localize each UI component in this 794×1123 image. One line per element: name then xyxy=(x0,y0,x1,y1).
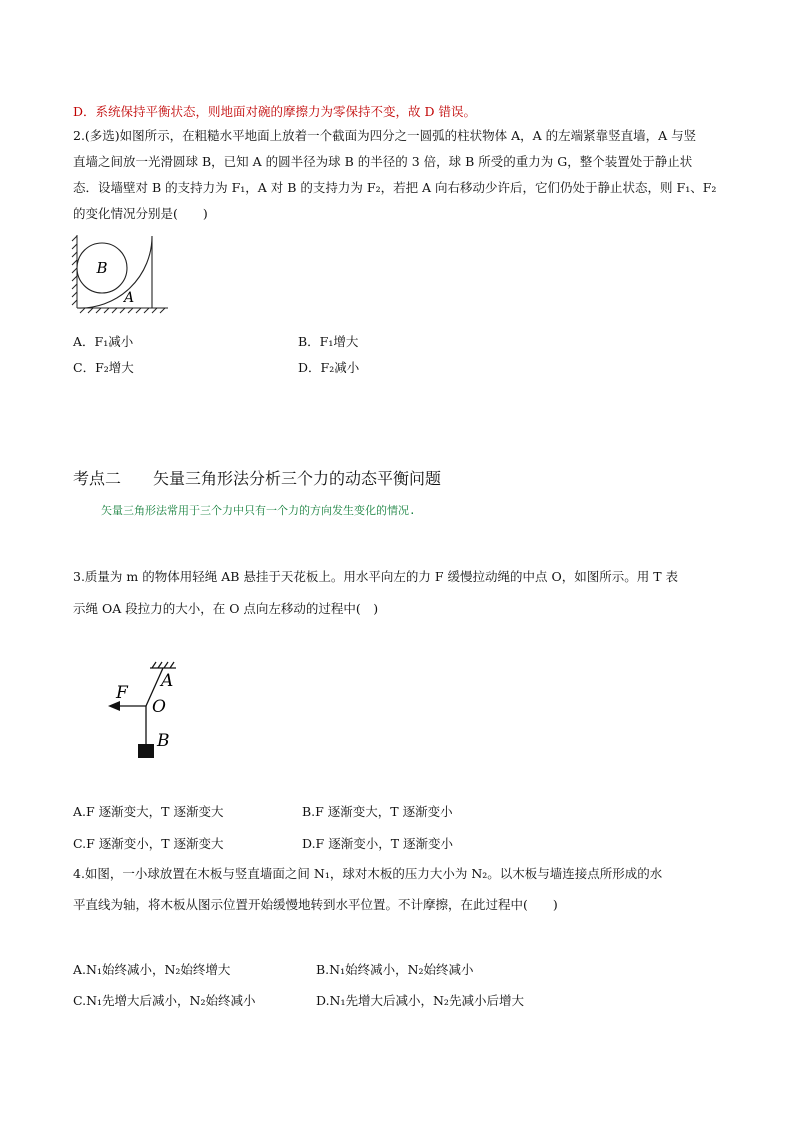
q2-line-2: 直墙之间放一光滑圆球 B，已知 A 的圆半径为球 B 的半径的 3 倍，球 B 所受的重力为 G，整个装置处于静止状 xyxy=(73,154,693,169)
q4-line-2: 平直线为轴，将木板从图示位置开始缓慢地转到水平位置。不计摩擦，在此过程中( ) xyxy=(73,897,558,912)
q4-option-c[interactable]: C.N₁先增大后减小，N₂始终减小 xyxy=(73,993,256,1008)
q2-line-4: 的变化情况分别是( ) xyxy=(73,206,208,221)
q3-point-b-label: B xyxy=(157,731,170,751)
q4-line-1: 4.如图，一小球放置在木板与竖直墙面之间 N₁，球对木板的压力大小为 N₂。以木板与墙连接点所形成的水 xyxy=(73,866,663,881)
q2-option-a[interactable]: A．F₁减小 xyxy=(73,334,134,349)
q3-figure xyxy=(104,658,194,760)
q3-point-a-label: A xyxy=(161,671,174,691)
q2-line-1: 2.(多选)如图所示，在粗糙水平地面上放着一个截面为四分之一圆弧的柱状物体 A，A 的左端紧靠竖直墙，A 与竖 xyxy=(73,128,697,143)
q4-option-a[interactable]: A.N₁始终减小，N₂始终增大 xyxy=(73,962,231,977)
section-title: 考点二 矢量三角形法分析三个力的动态平衡问题 xyxy=(73,469,442,488)
q3-point-o-label: O xyxy=(152,697,166,717)
q3-option-d[interactable]: D.F 逐渐变小，T 逐渐变小 xyxy=(302,836,454,851)
q2-block-label: A xyxy=(123,290,135,306)
q3-line-1: 3.质量为 m 的物体用轻绳 AB 悬挂于天花板上。用水平向左的力 F 缓慢拉动绳的中点 O，如图所示。用 T 表 xyxy=(73,569,679,584)
q3-option-c[interactable]: C.F 逐渐变小，T 逐渐变大 xyxy=(73,836,224,851)
q3-line-2: 示绳 OA 段拉力的大小，在 O 点向左移动的过程中( ) xyxy=(73,601,379,616)
q2-option-d[interactable]: D．F₂减小 xyxy=(298,360,360,375)
q3-option-a[interactable]: A.F 逐渐变大，T 逐渐变大 xyxy=(73,804,224,819)
q3-option-b[interactable]: B.F 逐渐变大，T 逐渐变小 xyxy=(302,804,453,819)
section-note: 矢量三角形法常用于三个力中只有一个力的方向发生变化的情况. xyxy=(101,504,416,517)
q2-option-c[interactable]: C．F₂增大 xyxy=(73,360,134,375)
q2-line-3: 态．设墙壁对 B 的支持力为 F₁，A 对 B 的支持力为 F₂，若把 A 向右移动少许后，它们仍处于静止状态，则 F₁、F₂ xyxy=(73,180,717,195)
q1-conclusion: D．系统保持平衡状态，则地面对碗的摩擦力为零保持不变，故 D 错误。 xyxy=(73,104,476,119)
q2-figure xyxy=(70,232,175,314)
q3-force-label: F xyxy=(116,683,128,703)
q4-option-d[interactable]: D.N₁先增大后减小，N₂先减小后增大 xyxy=(316,993,524,1008)
q2-option-b[interactable]: B．F₁增大 xyxy=(298,334,359,349)
q2-ball-label: B xyxy=(96,259,108,277)
q4-option-b[interactable]: B.N₁始终减小，N₂始终减小 xyxy=(316,962,474,977)
